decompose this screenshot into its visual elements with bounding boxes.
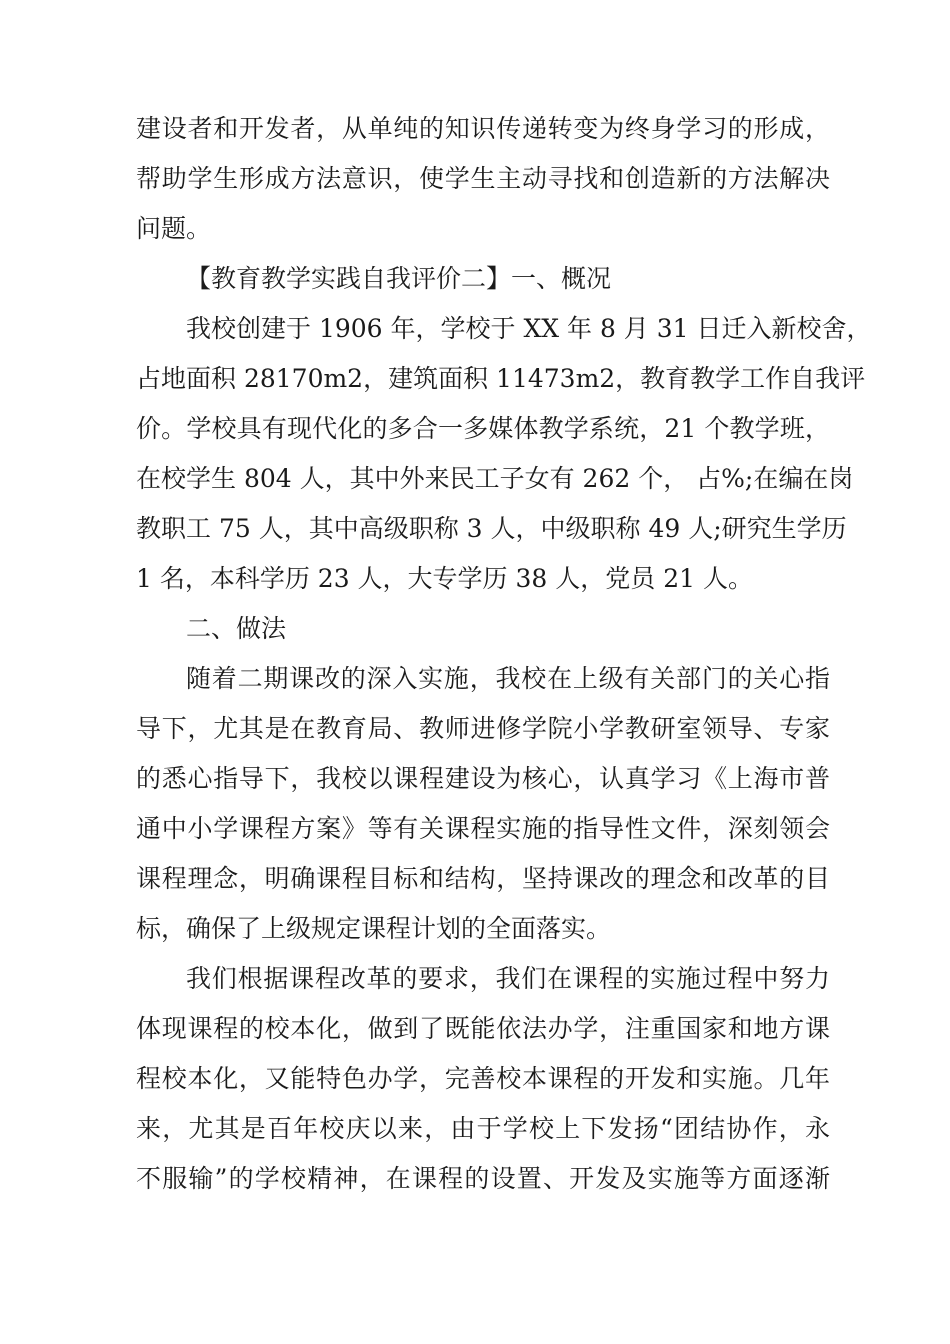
text-line: 不服输”的学校精神，在课程的设置、开发及实施等方面逐渐 — [136, 1164, 830, 1193]
text-line: 占地面积 28170m2，建筑面积 11473m2，教育教学工作自我评 — [136, 364, 866, 393]
text-line: 课程理念，明确课程目标和结构，坚持课改的理念和改革的目 — [136, 864, 830, 893]
text-line: 体现课程的校本化，做到了既能依法办学，注重国家和地方课 — [136, 1014, 830, 1043]
text-line: 1 名，本科学历 23 人，大专学历 38 人，党员 21 人。 — [136, 564, 753, 593]
text-line: 帮助学生形成方法意识，使学生主动寻找和创造新的方法解决 — [136, 164, 830, 193]
text-line: 导下，尤其是在教育局、教师进修学院小学教研室领导、专家 — [136, 714, 830, 743]
text-line: 通中小学课程方案》等有关课程实施的指导性文件，深刻领会 — [136, 814, 830, 843]
text-line: 在校学生 804 人，其中外来民工子女有 262 个， 占%;在编在岗 — [136, 464, 854, 493]
document-body — [136, 104, 872, 1204]
section-heading: 【教育教学实践自我评价二】一、概况 — [186, 264, 612, 293]
text-line: 随着二期课改的深入实施，我校在上级有关部门的关心指 — [186, 664, 830, 693]
text-line: 教职工 75 人，其中高级职称 3 人，中级职称 49 人;研究生学历 — [136, 514, 847, 543]
text-line: 标，确保了上级规定课程计划的全面落实。 — [136, 914, 612, 943]
text-line: 我们根据课程改革的要求，我们在课程的实施过程中努力 — [186, 964, 830, 993]
text-line: 建设者和开发者，从单纯的知识传递转变为终身学习的形成， — [136, 114, 830, 143]
text-line: 价。学校具有现代化的多合一多媒体教学系统，21 个教学班， — [136, 414, 830, 443]
text-line: 程校本化，又能特色办学，完善校本课程的开发和实施。几年 — [136, 1064, 830, 1093]
text-line: 的悉心指导下，我校以课程建设为核心，认真学习《上海市普 — [136, 764, 830, 793]
section-heading: 二、做法 — [186, 614, 287, 643]
text-line: 我校创建于 1906 年，学校于 XX 年 8 月 31 日迁入新校舍， — [186, 314, 872, 343]
text-line: 问题。 — [136, 214, 212, 243]
text-line: 来，尤其是百年校庆以来，由于学校上下发扬“团结协作，永 — [136, 1114, 830, 1143]
